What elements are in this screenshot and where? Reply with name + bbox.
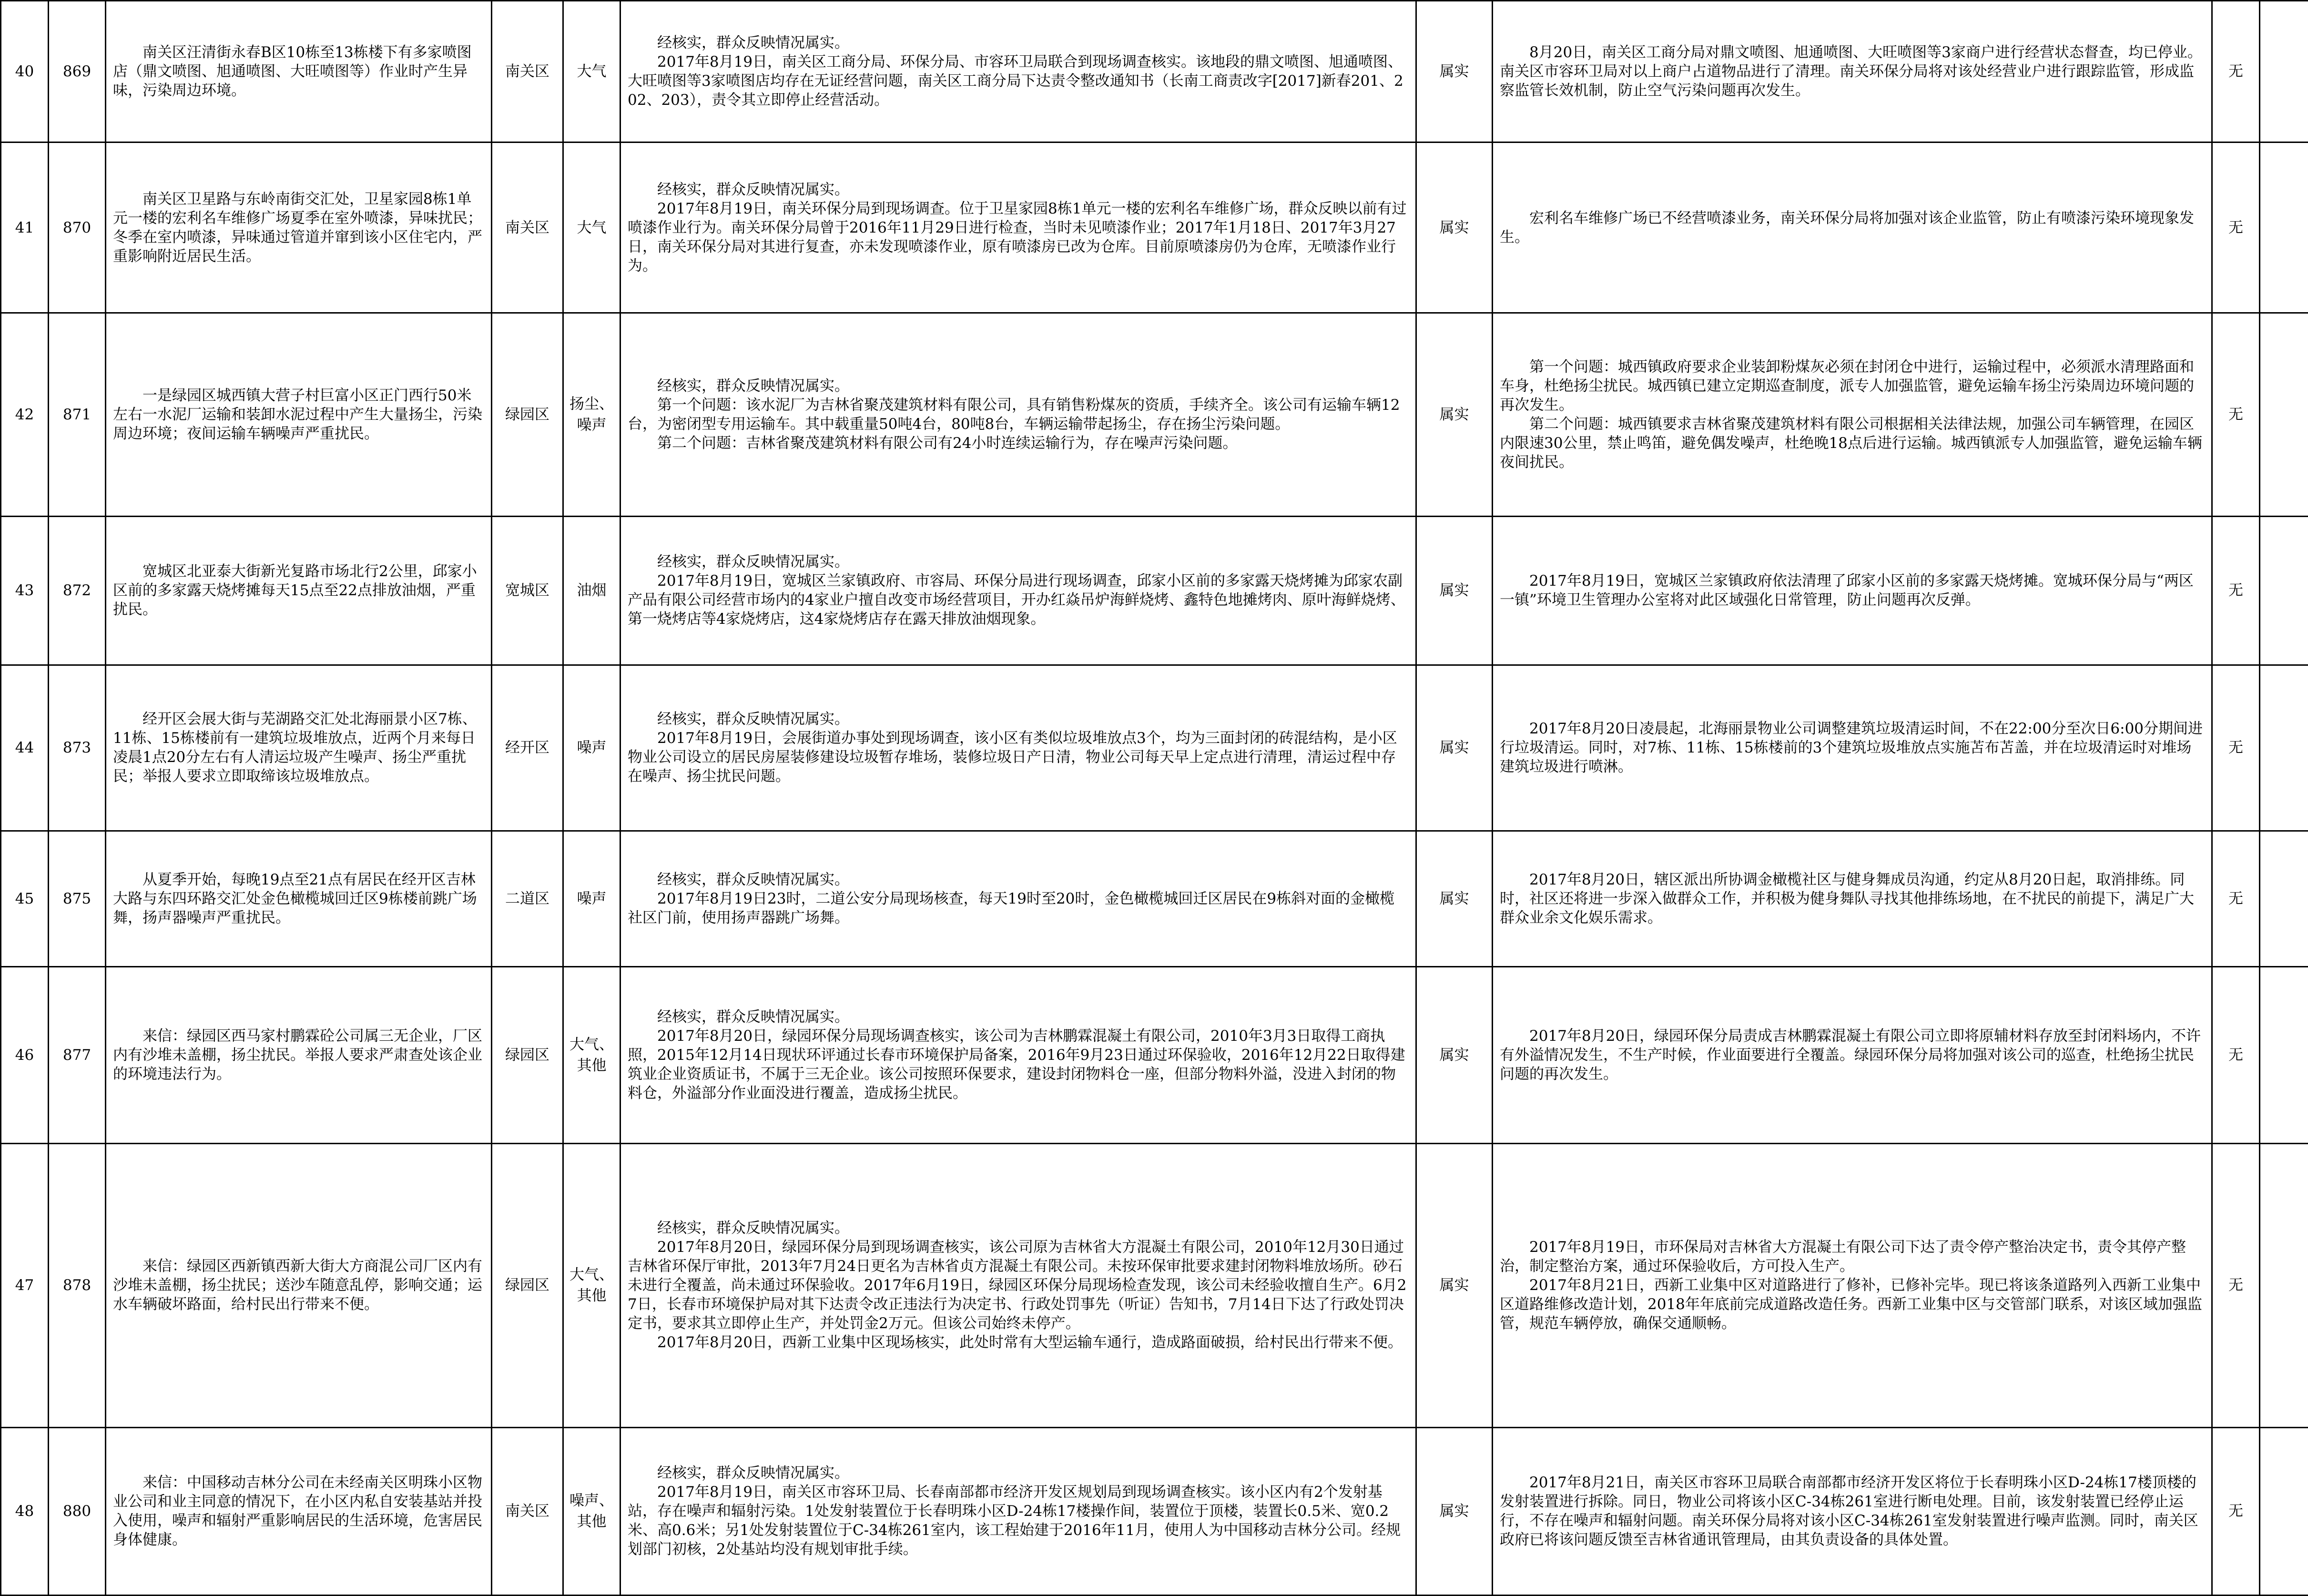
facts-paragraph: 经核实，群众反映情况属实。	[657, 553, 849, 571]
accountability-cell	[2212, 831, 2260, 966]
seq-cell	[1, 831, 49, 966]
complaint-id: 875	[62, 890, 92, 907]
region-name: 南关区	[505, 219, 549, 236]
complaint-cell	[106, 1143, 492, 1427]
complaint-cell	[106, 516, 492, 665]
region-name: 绿园区	[505, 406, 549, 424]
table-row	[1, 313, 2308, 517]
region-cell	[492, 665, 563, 831]
verdict-cell	[1416, 1143, 1493, 1427]
handling-cell	[1493, 966, 2212, 1143]
verdict-cell	[1416, 313, 1493, 517]
handling-paragraph: 2017年8月20日，绿园环保分局责成吉林鹏霖混凝土有限公司立即将原辅材料存放至封闭料场内，不许有外溢情况发生，不生产时候，作业面要进行全覆盖。绿园环保分局将加强对该公司的巡查，杜绝扬尘扰民问题的再次发生。	[1500, 1027, 2201, 1083]
complaint-id: 869	[62, 62, 92, 80]
table-row	[1, 142, 2308, 313]
table-row	[1, 516, 2308, 665]
handling-cell	[1493, 313, 2212, 517]
facts-cell	[620, 831, 1416, 966]
complaint-cell	[106, 142, 492, 313]
facts-paragraph: 经核实，群众反映情况属实。	[657, 711, 849, 728]
handling-cell	[1493, 665, 2212, 831]
id-cell	[49, 313, 106, 517]
facts-paragraph: 经核实，群众反映情况属实。	[657, 377, 849, 395]
handling-cell	[1493, 142, 2212, 313]
facts-cell	[620, 966, 1416, 1143]
complaint-text: 宽城区北亚泰大街新光复路市场北行2公里，邱家小区前的多家露天烧烤摊每天15点至22点排放油烟，严重扰民。	[113, 563, 477, 619]
facts-paragraph: 第二个问题：吉林省聚茂建筑材料有限公司有24小时连续运输行为，存在噪声污染问题。	[657, 435, 1238, 452]
complaint-id: 880	[62, 1503, 92, 1520]
id-cell	[49, 966, 106, 1143]
verdict: 属实	[1439, 1503, 1469, 1520]
seq-number: 43	[15, 582, 34, 600]
facts-paragraph: 经核实，群众反映情况属实。	[657, 1464, 849, 1482]
facts-paragraph: 经核实，群众反映情况属实。	[657, 871, 849, 888]
accountability: 无	[2228, 890, 2243, 907]
verdict: 属实	[1439, 62, 1469, 80]
blank-cell	[2260, 313, 2308, 517]
type-cell	[563, 1427, 620, 1595]
type-cell	[563, 142, 620, 313]
blank-cell	[2260, 516, 2308, 665]
seq-cell	[1, 1427, 49, 1595]
seq-number: 44	[15, 739, 34, 757]
complaint-id: 871	[62, 406, 92, 424]
table-row	[1, 1, 2308, 142]
type-cell	[563, 313, 620, 517]
complaint-cell	[106, 665, 492, 831]
id-cell	[49, 142, 106, 313]
accountability-cell	[2212, 1143, 2260, 1427]
accountability: 无	[2228, 62, 2243, 80]
facts-paragraph: 2017年8月19日23时，二道公安分局现场核查，每天19时至20时，金色橄榄城回迁区居民在9栋斜对面的金橄榄社区门前，使用扬声器跳广场舞。	[628, 890, 1395, 926]
handling-paragraph: 第一个问题：城西镇政府要求企业装卸粉煤灰必须在封闭仓中进行，运输过程中，必须派水清理路面和车身，杜绝扬尘扰民。城西镇已建立定期巡查制度，派专人加强监管，避免运输车扬尘污染周边环境问题的再次发生。	[1500, 358, 2194, 414]
pollution-type: 油烟	[577, 582, 607, 600]
type-cell	[563, 516, 620, 665]
region-cell	[492, 1143, 563, 1427]
accountability: 无	[2228, 1046, 2243, 1064]
region-cell	[492, 1, 563, 142]
verdict: 属实	[1439, 1046, 1469, 1064]
facts-paragraph: 2017年8月20日，绿园环保分局现场调查核实，该公司为吉林鹏霖混凝土有限公司，2010年3月3日取得工商执照，2015年12月14日现状环评通过长春市环境保护局备案，2016年9月23日通过环保验收，2016年12月22日取得建筑业企业资质证书，不属于三无企业。该公司按照环保要求，建设封闭物料仓一座，但部分物料外溢，没进入封闭的物料仓，外溢部分作业面没进行覆盖，造成扬尘扰民。	[628, 1027, 1405, 1102]
verdict: 属实	[1439, 739, 1469, 757]
handling-paragraph: 2017年8月21日，西新工业集中区对道路进行了修补，已修补完毕。现已将该条道路列入西新工业集中区道路维修改造计划，2018年年底前完成道路改造任务。西新工业集中区与交管部门联系，对该区域加强监管，规范车辆停放，确保交通顺畅。	[1500, 1277, 2202, 1332]
table-row	[1, 1143, 2308, 1427]
verdict-cell	[1416, 1, 1493, 142]
accountability: 无	[2228, 582, 2243, 600]
verdict-cell	[1416, 142, 1493, 313]
type-cell	[563, 831, 620, 966]
blank-cell	[2260, 1143, 2308, 1427]
region-cell	[492, 831, 563, 966]
handling-cell	[1493, 831, 2212, 966]
id-cell	[49, 1143, 106, 1427]
accountability: 无	[2228, 739, 2243, 757]
handling-cell	[1493, 516, 2212, 665]
verdict-cell	[1416, 1427, 1493, 1595]
complaint-cell	[106, 1, 492, 142]
pollution-type: 大气、其他	[569, 1036, 614, 1074]
pollution-type: 噪声	[577, 890, 607, 907]
id-cell	[49, 516, 106, 665]
facts-paragraph: 2017年8月20日，西新工业集中区现场核实，此处时常有大型运输车通行，造成路面破损，给村民出行带来不便。	[657, 1334, 1403, 1352]
complaint-text: 南关区汪清街永春B区10栋至13栋楼下有多家喷图店（鼎文喷图、旭通喷图、大旺喷图等）作业时产生异味，污染周边环境。	[113, 43, 472, 99]
handling-paragraph: 8月20日，南关区工商分局对鼎文喷图、旭通喷图、大旺喷图等3家商户进行经营状态督查，均已停业。南关区市容环卫局对以上商户占道物品进行了清理。南关环保分局将对该处经营业户进行跟踪监管，形成监察监管长效机制，防止空气污染问题再次发生。	[1500, 43, 2202, 99]
seq-cell	[1, 966, 49, 1143]
seq-number: 48	[15, 1503, 34, 1520]
accountability: 无	[2228, 1503, 2243, 1520]
complaint-text: 一是绿园区城西镇大营子村巨富小区正门西行50米左右一水泥厂运输和装卸水泥过程中产生大量扬尘，污染周边环境；夜间运输车辆噪声严重扰民。	[113, 387, 482, 443]
complaint-text: 南关区卫星路与东岭南街交汇处，卫星家园8栋1单元一楼的宏利名车维修广场夏季在室外喷漆，异味扰民；冬季在室内喷漆，异味通过管道并窜到该小区住宅内，严重影响附近居民生活。	[113, 190, 482, 265]
accountability-cell	[2212, 313, 2260, 517]
complaint-id: 877	[62, 1046, 92, 1064]
facts-paragraph: 经核实，群众反映情况属实。	[657, 1008, 849, 1026]
facts-paragraph: 经核实，群众反映情况属实。	[657, 181, 849, 198]
complaint-id: 878	[62, 1277, 92, 1294]
facts-cell	[620, 665, 1416, 831]
verdict-cell	[1416, 966, 1493, 1143]
region-name: 绿园区	[505, 1046, 549, 1064]
table-row	[1, 1427, 2308, 1595]
facts-cell	[620, 516, 1416, 665]
seq-cell	[1, 665, 49, 831]
region-cell	[492, 1427, 563, 1595]
accountability-cell	[2212, 1, 2260, 142]
accountability: 无	[2228, 406, 2243, 424]
seq-number: 40	[15, 62, 34, 80]
handling-paragraph: 2017年8月21日，南关区市容环卫局联合南部都市经济开发区将位于长春明珠小区D-24栋17楼顶楼的发射装置进行拆除。同日，物业公司将该小区C-34栋261室进行断电处理。目前，该发射装置已经停止运行，不存在噪声和辐射问题。南关环保分局将对该小区C-34栋261室发射装置进行噪声监测。同时，南关区政府已将该问题反馈至吉林省通讯管理局，由其负责设备的具体处置。	[1500, 1474, 2198, 1549]
facts-cell	[620, 1143, 1416, 1427]
seq-number: 46	[15, 1046, 34, 1064]
complaint-id: 873	[62, 739, 92, 757]
region-name: 二道区	[505, 890, 549, 907]
region-name: 宽城区	[505, 582, 549, 600]
pollution-type: 噪声	[577, 739, 607, 757]
table-row	[1, 831, 2308, 966]
facts-paragraph: 2017年8月20日，绿园环保分局到现场调查核实，该公司原为吉林省大方混凝土有限公司，2010年12月30日通过吉林省环保厅审批，2013年7月24日更名为吉林省贞方混凝土有限公司。未按环保审批要求建封闭物料堆放场所。砂石未进行全覆盖，尚未通过环保验收。2017年6月19日，绿园区环保分局现场检查发现，该公司未经验收擅自生产。6月27日，长春市环境保护局对其下达责令改正违法行为决定书、行政处罚事先（听证）告知书，7月14日下达了行政处罚决定书，要求其立即停止生产，并处罚金2万元。但该公司始终未停产。	[628, 1239, 1407, 1332]
blank-cell	[2260, 1427, 2308, 1595]
complaint-text: 来信：中国移动吉林分公司在未经南关区明珠小区物业公司和业主同意的情况下，在小区内私自安装基站并投入使用，噪声和辐射严重影响居民的生活环境，危害居民身体健康。	[113, 1474, 482, 1549]
facts-paragraph: 经核实，群众反映情况属实。	[657, 1220, 849, 1237]
handling-paragraph: 宏利名车维修广场已不经营喷漆业务，南关环保分局将加强对该企业监管，防止有喷漆污染环境现象发生。	[1500, 209, 2194, 246]
seq-number: 41	[15, 219, 34, 236]
complaint-cell	[106, 313, 492, 517]
region-cell	[492, 966, 563, 1143]
blank-cell	[2260, 831, 2308, 966]
region-name: 南关区	[505, 62, 549, 80]
region-cell	[492, 142, 563, 313]
seq-number: 47	[15, 1277, 34, 1294]
verdict-cell	[1416, 516, 1493, 665]
complaint-text: 来信：绿园区西马家村鹏霖砼公司属三无企业，厂区内有沙堆未盖棚，扬尘扰民。举报人要求严肃查处该企业的环境违法行为。	[113, 1027, 482, 1083]
handling-cell	[1493, 1, 2212, 142]
accountability-cell	[2212, 142, 2260, 313]
complaint-text: 经开区会展大街与芜湖路交汇处北海丽景小区7栋、11栋、15栋楼前有一建筑垃圾堆放点，近两个月来每日凌晨1点20分左右有人清运垃圾产生噪声、扬尘严重扰民；举报人要求立即取缔该垃圾堆放点。	[113, 711, 477, 785]
pollution-type: 扬尘、噪声	[569, 396, 614, 434]
blank-cell	[2260, 665, 2308, 831]
seq-cell	[1, 313, 49, 517]
table-row	[1, 665, 2308, 831]
complaint-id: 872	[62, 582, 92, 600]
verdict: 属实	[1439, 582, 1469, 600]
region-name: 绿园区	[505, 1277, 549, 1294]
verdict-cell	[1416, 665, 1493, 831]
pollution-type: 噪声、其他	[569, 1492, 614, 1531]
facts-cell	[620, 313, 1416, 517]
id-cell	[49, 1427, 106, 1595]
handling-paragraph: 第二个问题：城西镇要求吉林省聚茂建筑材料有限公司根据相关法律法规，加强公司车辆管理，在园区内限速30公里，禁止鸣笛，避免偶发噪声，杜绝晚18点后进行运输。城西镇派专人加强监管，避免运输车辆夜间扰民。	[1500, 416, 2202, 471]
region-cell	[492, 313, 563, 517]
facts-cell	[620, 1427, 1416, 1595]
complaint-text: 从夏季开始，每晚19点至21点有居民在经开区吉林大路与东四环路交汇处金色橄榄城回迁区9栋楼前跳广场舞，扬声器噪声严重扰民。	[113, 871, 477, 926]
blank-cell	[2260, 966, 2308, 1143]
blank-cell	[2260, 142, 2308, 313]
seq-number: 42	[15, 406, 34, 424]
region-cell	[492, 516, 563, 665]
region-name: 经开区	[505, 739, 549, 757]
handling-paragraph: 2017年8月20日，辖区派出所协调金橄榄社区与健身舞成员沟通，约定从8月20日起，取消排练。同时，社区还将进一步深入做群众工作，并积极为健身舞队寻找其他排练场地，在不扰民的前提下，满足广大群众业余文化娱乐需求。	[1500, 871, 2194, 926]
verdict: 属实	[1439, 406, 1469, 424]
type-cell	[563, 1, 620, 142]
pollution-type: 大气、其他	[569, 1266, 614, 1305]
accountability-cell	[2212, 516, 2260, 665]
facts-paragraph: 2017年8月19日，宽城区兰家镇政府、市容局、环保分局进行现场调查，邱家小区前的多家露天烧烤摊为邱家农副产品有限公司经营市场内的4家业户擅自改变市场经营项目，开办红焱吊炉海鲜烧烤、鑫特色地摊烤肉、原叶海鲜烧烤、第一烧烤店等4家烧烤店，这4家烧烤店存在露天排放油烟现象。	[628, 572, 1405, 628]
complaint-cell	[106, 1427, 492, 1595]
facts-paragraph: 2017年8月19日，南关区市容环卫局、长春南部都市经济开发区规划局到现场调查核实。该小区内有2个发射基站，存在噪声和辐射污染。1处发射装置位于长春明珠小区D-24栋17楼操作间，装置位于顶楼，装置长0.5米、宽0.2米、高0.6米；另1处发射装置位于C-34栋261室内，该工程始建于2016年11月，使用人为中国移动吉林分公司。经规划部门初核，2处基站均没有规划审批手续。	[628, 1484, 1401, 1558]
handling-paragraph: 2017年8月19日，市环保局对吉林省大方混凝土有限公司下达了责令停产整治决定书，责令其停产整治，制定整治方案，通过环保验收后，方可投入生产。	[1500, 1239, 2186, 1275]
facts-paragraph: 2017年8月19日，会展街道办事处到现场调查，该小区有类似垃圾堆放点3个，均为三面封闭的砖混结构，是小区物业公司设立的居民房屋装修建设垃圾暂存堆场，装修垃圾日产日清，物业公司每天早上定点进行清理，清运过程中存在噪声、扬尘扰民问题。	[628, 730, 1397, 785]
pollution-type: 大气	[577, 62, 607, 80]
pollution-type: 大气	[577, 219, 607, 236]
facts-paragraph: 2017年8月19日，南关环保分局到现场调查。位于卫星家园8栋1单元一楼的宏利名车维修广场，群众反映以前有过喷漆作业行为。南关环保分局曾于2016年11月29日进行检查，当时未见喷漆作业；2017年1月18日、2017年3月27日，南关环保分局对其进行复查，亦未发现喷漆作业，原有喷漆房已改为仓库。目前原喷漆房仍为仓库，无喷漆作业行为。	[628, 200, 1407, 274]
accountability: 无	[2228, 219, 2243, 236]
seq-cell	[1, 516, 49, 665]
type-cell	[563, 665, 620, 831]
handling-cell	[1493, 1427, 2212, 1595]
accountability-cell	[2212, 1427, 2260, 1595]
facts-paragraph: 2017年8月19日，南关区工商分局、环保分局、市容环卫局联合到现场调查核实。该地段的鼎文喷图、旭通喷图、大旺喷图等3家喷图店均存在无证经营问题，南关区工商分局下达责令整改通知书（长南工商责改字[2017]新春201、202、203），责令其立即停止经营活动。	[628, 53, 1403, 109]
handling-paragraph: 2017年8月19日，宽城区兰家镇政府依法清理了邱家小区前的多家露天烧烤摊。宽城环保分局与“两区一镇”环境卫生管理办公室将对此区域强化日常管理，防止问题再次反弹。	[1500, 572, 2194, 609]
id-cell	[49, 1, 106, 142]
facts-paragraph: 经核实，群众反映情况属实。	[657, 34, 849, 51]
seq-cell	[1, 1, 49, 142]
verdict: 属实	[1439, 890, 1469, 907]
complaint-cell	[106, 831, 492, 966]
facts-cell	[620, 1, 1416, 142]
id-cell	[49, 831, 106, 966]
complaint-text: 来信：绿园区西新镇西新大街大方商混公司厂区内有沙堆未盖棚，扬尘扰民；送沙车随意乱停，影响交通；运水车辆破坏路面，给村民出行带来不便。	[113, 1258, 482, 1313]
accountability-cell	[2212, 665, 2260, 831]
blank-cell	[2260, 1, 2308, 142]
handling-paragraph: 2017年8月20日凌晨起，北海丽景物业公司调整建筑垃圾清运时间，不在22:00分至次日6:00分期间进行垃圾清运。同时，对7栋、11栋、15栋楼前的3个建筑垃圾堆放点实施苫布苫盖，并在垃圾清运时对堆场建筑垃圾进行喷淋。	[1500, 720, 2203, 776]
verdict-cell	[1416, 831, 1493, 966]
seq-cell	[1, 1143, 49, 1427]
verdict: 属实	[1439, 1277, 1469, 1294]
id-cell	[49, 665, 106, 831]
complaint-id: 870	[62, 219, 92, 236]
type-cell	[563, 966, 620, 1143]
seq-number: 45	[15, 890, 34, 907]
verdict: 属实	[1439, 219, 1469, 236]
region-name: 南关区	[505, 1503, 549, 1520]
table-row	[1, 966, 2308, 1143]
accountability-cell	[2212, 966, 2260, 1143]
accountability: 无	[2228, 1277, 2243, 1294]
type-cell	[563, 1143, 620, 1427]
complaint-cell	[106, 966, 492, 1143]
facts-paragraph: 第一个问题：该水泥厂为吉林省聚茂建筑材料有限公司，具有销售粉煤灰的资质，手续齐全。该公司有运输车辆12台，为密闭型专用运输车。其中载重量50吨4台，80吨8台，车辆运输带起扬尘，存在扬尘污染问题。	[628, 396, 1400, 433]
handling-cell	[1493, 1143, 2212, 1427]
facts-cell	[620, 142, 1416, 313]
seq-cell	[1, 142, 49, 313]
